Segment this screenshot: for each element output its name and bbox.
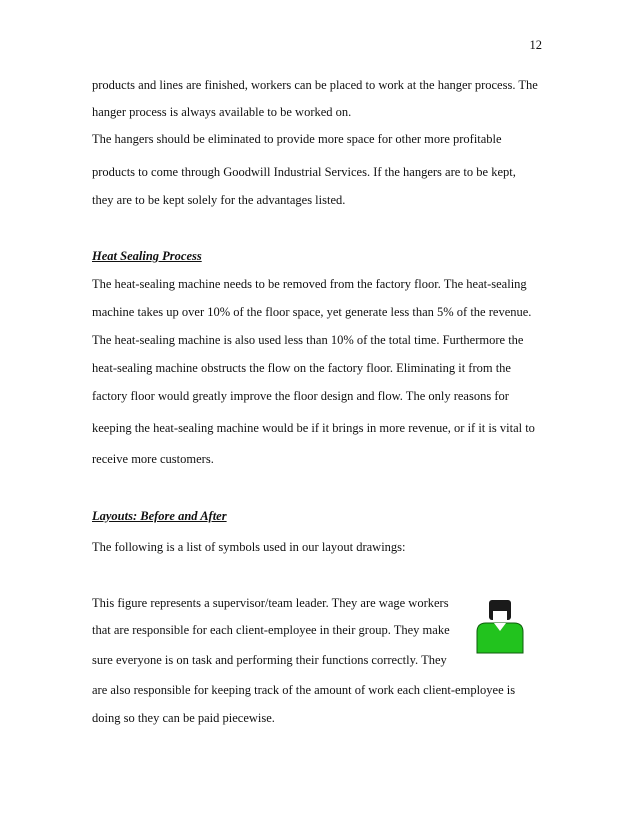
text-line: factory floor would greatly improve the floor design and flow. The only reasons for [92, 389, 509, 403]
layouts-heading: Layouts: Before and After [92, 509, 227, 523]
text-line: doing so they can be paid piecewise. [92, 711, 275, 725]
figure-face [493, 611, 507, 622]
text-line: machine takes up over 10% of the floor space, yet generate less than 5% of the revenue. [92, 305, 532, 319]
text-line: receive more customers. [92, 452, 214, 466]
text-line: hanger process is always available to be worked on. [92, 105, 352, 119]
text-line: they are to be kept solely for the advantages listed. [92, 193, 346, 207]
supervisor-figure-icon [474, 598, 526, 654]
text-line: The heat-sealing machine needs to be removed from the factory floor. The heat-sealing [92, 277, 527, 291]
text-line: The heat-sealing machine is also used less than 10% of the total time. Furthermore the [92, 333, 524, 347]
text-line: that are responsible for each client-employee in their group. They make [92, 623, 450, 637]
text-line: This figure represents a supervisor/team leader. They are wage workers [92, 596, 449, 610]
text-line: keeping the heat-sealing machine would be if it brings in more revenue, or if it is vital to [92, 421, 535, 435]
text-line: heat-sealing machine obstructs the flow on the factory floor. Eliminating it from the [92, 361, 511, 375]
text-line: The following is a list of symbols used in our layout drawings: [92, 540, 406, 554]
heat-sealing-heading: Heat Sealing Process [92, 249, 202, 263]
text-line: The hangers should be eliminated to provide more space for other more profitable [92, 132, 502, 146]
text-line: products and lines are finished, workers can be placed to work at the hanger process. The [92, 78, 538, 92]
text-line: are also responsible for keeping track of the amount of work each client-employee is [92, 683, 516, 697]
page-number: 12 [529, 38, 542, 52]
text-line: sure everyone is on task and performing their functions correctly. They [92, 653, 447, 667]
text-line: products to come through Goodwill Industrial Services. If the hangers are to be kept, [92, 165, 516, 179]
